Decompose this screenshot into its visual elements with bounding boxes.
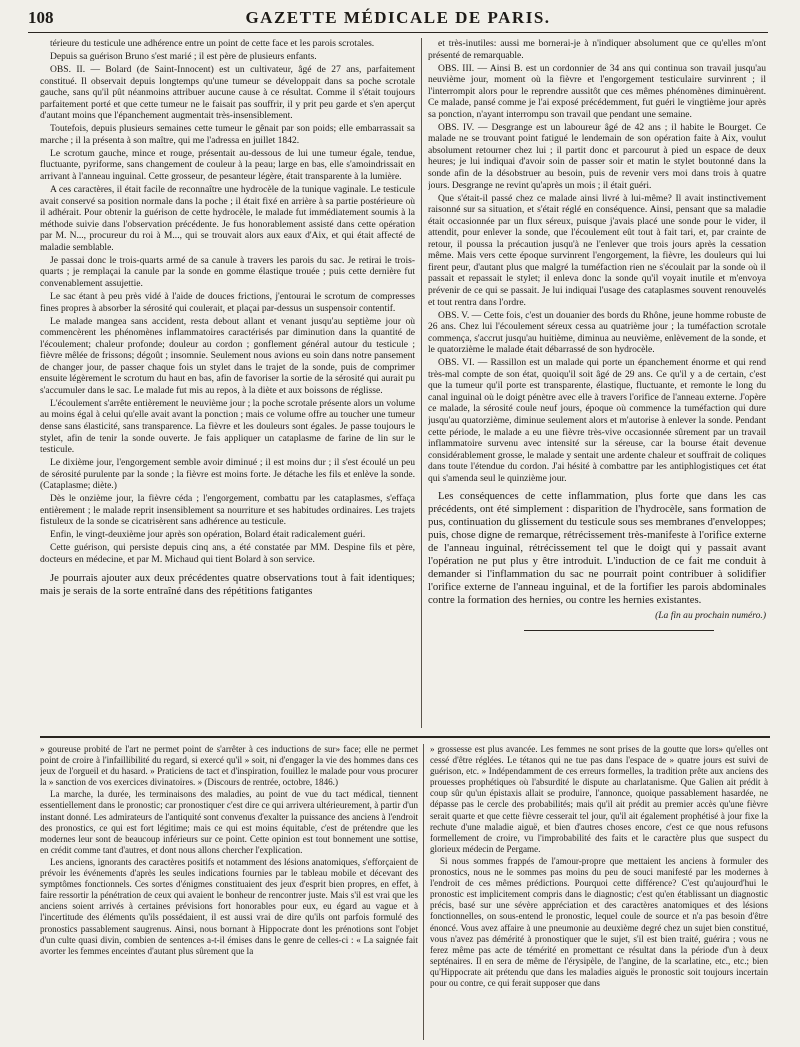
paragraph: Le dixième jour, l'engorgement semble avoir diminué ; il est moins dur ; il s'est écoulé un peu de sérosité purulente par la sonde ; la fièvre est moins forte. Je détache les fils et enlève la sonde. (Cataplasme; diète.): [40, 457, 415, 492]
article-end-rule: [524, 630, 714, 631]
feuilleton-separator: [40, 736, 770, 738]
observation-2: OBS. II. — Bolard (de Saint-Innocent) est un cultivateur, âgé de 27 ans, parfaitement constitué. Il observait depuis longtemps qu'une tumeur se développait dans sa poche scrotale gauche, sans qu'il pût néanmoins attribuer aucune cause à ce résultat. Comme il s'était toujours parfaitement porté et que cette tumeur ne le faisait pas souffrir, il y prit peu garde et s'en aperçut d'autant moins que l'épanchement augmentait très-insensiblement.: [40, 64, 415, 122]
paragraph: Le scrotum gauche, mince et rouge, présentait au-dessous de lui une tumeur égale, tendue, fluctuante, pyriforme, sans changement de couleur à la peau; large en bas, elle s'amoindrissait en arrivant à l'anneau inguinal. Cette grosseur, de pesanteur légère, était transparente à la lumière.: [40, 147, 415, 183]
journal-title: GAZETTE MÉDICALE DE PARIS.: [245, 8, 551, 27]
page-number: 108: [28, 8, 54, 27]
left-column: [40, 38, 415, 728]
paragraph-conclusion: Les conséquences de cette inflammation, plus forte que dans les cas précédents, ont été simplement : disparition de l'hydrocèle, sans formation de pus, continuation du glissement du testicule sous ses membranes d'enveloppes; puis, chose digne de remarque, rétrécissement très-manifeste à l'orifice externe de l'anneau inguinal, rétrécissement tel que le doigt qui y passait avant l'opération ne put plus y être introduit. L'induction de ce fait me conduit à demander si l'inflammation du sac ne pourrait point contribuer à solidifier l'orifice externe de l'anneau inguinal, et de la fortifier les parois abdominales contre la formation des hernies, ou contre les hernies existantes.: [428, 490, 766, 607]
feuilleton-paragraph: » grossesse est plus avancée. Les femmes ne sont prises de la goutte que lors» qu'elles ont cessé d'être réglées. Le tétanos qui ne tue pas dans l'espace de » quatre jours est suivi de guérison, etc. » Indépendamment de ces erreurs formelles, la tradition prête aux anciens des prouesses prophétiques où l'absurdité le dispute au charlatanisme. Que Galien ait prédit à coup sûr qu'un épistaxis allait se produire, l'annonce, quoique passablement hasardée, ne dépasse pas le cercle des probabilités; mais qu'il ait prédit au premier accès qu'une fièvre serait quarte et que cette fièvre cesserait tel jour, qu'il ait également prophétisé à jour fixe la rechute d'une maladie aiguë, et bien d'autres choses encore, c'est ce que nous refusons formellement de croire, vu l'improbabilité des faits et le caractère plus que suspect du glorieux médecin de Pergame.: [430, 744, 768, 854]
paragraph: Enfin, le vingt-deuxième jour après son opération, Bolard était radicalement guéri.: [50, 529, 366, 541]
paragraph: Le malade mangea sans accident, resta debout allant et venant jusqu'au septième jour où commencèrent les phénomènes inflammatoires caractérisés par diminution dans la quantité de l'écoulement; chaleur profonde; douleur au cordon ; gonflement général autour du testicule ; fièvre mêlée de frissons; dégoût ; insomnie. Seulement nous avions eu soin dans notre pansement de changer jour, de passer chaque fois un stylet dans le trajet de la sonde, puis de comprimer ensuite légèrement le scrotum du haut en bas, afin de favoriser la sortie de la sérosité qui aurait pu s'accumuler dans le sac. Le malade fut mis au repos, à la diète et aux boissons de réglisse.: [40, 315, 415, 396]
to-be-continued-note: (La fin au prochain numéro.): [655, 610, 766, 622]
feuilleton-paragraph: Les anciens, ignorants des caractères positifs et notamment des lésions anatomiques, s'efforçaient de prévoir les événements d'après les seules indications fournies par le tableau mobile et décevant des symptômes fonctionnels. Ces sortes d'énigmes constituaient des jeux d'esprit bien propres, en effet, à faire ressortir la pénétration de ceux qui avaient le bonheur de rencontrer juste. Mais s'il est vrai que les anciens soient arrivés à certaines prévisions fort honorables pour eux, eu égard au vague et à l'incertitude des éléments qu'ils possédaient, il est aussi vrai de dire qu'ils ont parfois formulé des pronostics passablement saugrenus. Ainsi, nous bornant à Hippocrate dont les prénotions sont l'objet d'un culte quasi divin, combien de sentences a-t-il émises dans le genre de celles-ci : « La saignée fait avorter les femmes enceintes d'autant plus sûrement que la: [40, 856, 418, 956]
paragraph: Je pourrais ajouter aux deux précédentes quatre observations tout à fait identiques; mais je serais de la sorte entraîné dans des répétitions fatigantes: [40, 571, 415, 597]
paragraph: A ces caractères, il était facile de reconnaître une hydrocèle de la tunique vaginale. Le testicule avait conservé sa position normale dans la poche ; il était fixé en arrière à sa partie postérieure où il adhérait. Pour obtenir la guérison de cette hydrocèle, le malade fut immédiatement soumis à la méthode suivie dans l'observation précédente. Je fus honorablement assisté dans cette opération par M. N..., procureur du roi à M..., qui se trouvait alors aux eaux d'Aix, et qui était affecté de maladie semblable.: [40, 184, 415, 253]
paragraph: Cette guérison, qui persiste depuis cinq ans, a été constatée par MM. Despine fils et père, docteurs en médecine, et par M. Michaud qui tient Bolard à son service.: [40, 542, 415, 566]
paragraph: Le sac étant à peu près vidé à l'aide de douces frictions, j'entourai le scrotum de compresses fines propres à absorber la sérosité qui coulerait, et plaçai par-dessus un suspensoir contentif.: [40, 290, 415, 314]
paragraph: et très-inutiles: aussi me bornerai-je à n'indiquer absolument que ce qu'elles m'ont présenté de remarquable.: [428, 38, 766, 61]
feuilleton-right-column: [430, 744, 768, 1042]
observation-3: OBS. III. — Ainsi B. est un cordonnier de 34 ans qui continua son travail jusqu'au neuvième jour, moment où la fièvre et l'engorgement testiculaire survinrent ; il l'interrompit alors pour le reprendre aussitôt que ces mêmes phénomènes diminuèrent. Ce malade, pansé comme je l'ai exposé précédemment, fut guéri le vingtième jour après sa ponction, n'ayant interrompu son travail que pendant une semaine.: [428, 62, 766, 120]
observation-4: OBS. IV. — Desgrange est un laboureur âgé de 42 ans ; il habite le Bourget. Ce malade ne se trouvant point fatigué le lendemain de son opération faite à Aix, voulut absolument retourner chez lui ; il partit donc et parcourut à pied un espace de deux heures; je lui indiquai d'avoir soin de passer soir et matin le stylet boutonné dans la sonde afin de la désobstruer au besoin, puis de revenir vers moi dans trois à quatre jours. Desgrange ne revint qu'après un mois ; il était guéri.: [428, 121, 766, 191]
observation-5: OBS. V. — Cette fois, c'est un douanier des bords du Rhône, jeune homme robuste de 26 ans. Chez lui l'écoulement séreux cessa au quatrième jour ; la tuméfaction scrotale commença, s'accrut jusqu'au huitième, diminua au neuvième, enlèvement de la sonde, et le quatorzième le malade était débarrassé de son hydrocèle.: [428, 309, 766, 356]
column-divider: [421, 38, 422, 728]
paragraph: térieure du testicule une adhérence entre un point de cette face et les parois scrotales.: [50, 38, 375, 49]
paragraph: Que s'était-il passé chez ce malade ainsi livré à lui-même? Il avait instinctivement raisonné sur sa situation, et s'était réglé en conséquence. Ainsi, pensant que sa maladie était occasionnée par un flux séreux, puisque j'avais placé une sonde pour le vider, il attendit, pour enlever la sonde, que l'écoulement eût tout à fait tari, et, par crainte de retour, il poussa la précaution jusqu'à ne l'enlever que trois jours après la cessation même. Mais vers cette époque survinrent l'engorgement, la fièvre, les douleurs qui lui firent peur, d'autant plus que malgré la tuméfaction rien ne s'écoulait par la sonde où il passait et repassait le stylet; il enleva donc la sonde qu'il voyait inutile et m'envoya prévenir de ce qui se passait. Je lui indiquai l'usage des cataplasmes souvent renouvelés et tout rentra dans l'ordre.: [428, 192, 766, 308]
paragraph: L'écoulement s'arrête entièrement le neuvième jour ; la poche scrotale présente alors un volume au moins égal à celui qu'elle avait avant la ponction ; mais ce volume offre au toucher une tumeur dense sans élasticité, sans transparence. La fièvre et les douleurs sont égales. Je passe toujours le stylet, afin de tenir la sonde ouverte. Je fais appliquer un cataplasme de farine de lin sur le testicule.: [40, 397, 415, 456]
paragraph: Je passai donc le trois-quarts armé de sa canule à travers les parois du sac. Je retirai le trois-quarts ; je remplaçai la canule par la sonde en gomme élastique trouée ; puis cette dernière fut convenablement assujettie.: [40, 254, 415, 289]
observation-6: OBS. VI. — Rassillon est un malade qui porte un épanchement énorme et qui rend très-mal compte de son état, quoiqu'il soit âgé de 29 ans. Ce qu'il y a de certain, c'est que la tumeur qu'il porte est transparente, élastique, fluctuante, et remonte le long du canal inguinal où le doigt pénètre avec elle à travers l'orifice de l'anneau externe. J'opère ce malade, la sérosité coule neuf jours, époque où commence la tuméfaction qui dure jusqu'au quatorzième, diminue seulement alors et m'autorise à enlever la sonde. Pendant cette période, le malade a eu une fièvre très-vive occasionnée sûrement par un travail inflammatoire survenu avec intensité sur la séreuse, car la bourse était devenue considérablement grosse, le malade y sentait une ardente chaleur et souffrait de coliques dans toute l'étendue du cordon. J'ai hésité à combattre par les antiphlogistiques cet état qui s'amenda seul le quinzième jour.: [428, 357, 766, 484]
feuilleton-column-divider: [423, 744, 424, 1040]
paragraph: Depuis sa guérison Bruno s'est marié ; il est père de plusieurs enfants.: [50, 51, 317, 63]
feuilleton-paragraph: » goureuse probité de l'art ne permet point de s'arrêter à ces inductions de sur» face; elle ne permet point de croire à l'infaillibilité du regard, si exercé qu'il » soit, ni d'engager la vie des hommes dans ces jeux de l'orgueil et du hasard. » Praticiens de tact et d'inspiration, fouillez le malade pour vous procurer la » sanction de vos exercices divinatoires. » (Discours de rentrée, octobre, 1846.): [40, 744, 418, 788]
right-column: [428, 38, 766, 728]
page-header: [28, 6, 768, 33]
feuilleton-left-column: [40, 744, 418, 1042]
feuilleton-paragraph: La marche, la durée, les terminaisons des maladies, au point de vue du tact médical, tiennent essentiellement dans le pronostic; car pronostiquer c'est dire ce qui arrivera ultérieurement, à partir d'un instant donné. Les admirateurs de l'antiquité sont convenus d'exalter la puissance des anciens à l'endroit des pronostics, ce qui est fort légitime; mais ce qui est moins équitable, c'est de prétendre que les modernes leur sont de beaucoup inférieurs sur ce point. Cette opinion est tout bonnement une sottise, en crédit comme tant d'autres, et dont nous allons chercher l'explication.: [40, 789, 418, 855]
paragraph: Toutefois, depuis plusieurs semaines cette tumeur le gênait par son poids; elle embarrassait sa marche ; il la présenta à son maître, qui me l'adressa en juillet 1842.: [40, 123, 415, 146]
paragraph: Dès le onzième jour, la fièvre céda ; l'engorgement, combattu par les cataplasmes, s'effaça entièrement ; le malade reprit insensiblement sa nourriture et ses habitudes ordinaires. Les trajets fistuleux de la sonde se cicatrisèrent sans adhérence au testicule.: [40, 493, 415, 528]
feuilleton-paragraph: Si nous sommes frappés de l'amour-propre que mettaient les anciens à formuler des pronostics, nous ne le sommes pas moins du peu de souci manifesté par les modernes à l'endroit de ces mêmes prédictions. Pourquoi cette différence? C'est qu'aujourd'hui le pronostic est implicitement compris dans le diagnostic; c'est qu'en établissant un diagnostic précis, basé sur une sévère appréciation et des caractères anatomiques et des lésions fonctionnelles, on sous-entend le pronostic, lequel coule de source et n'a pas besoin d'être énoncé. Vous avez affaire à une pneumonie au deuxième degré chez un sujet bien constitué, vous n'avez pas démérité à pronostiquer que le sujet, s'il est bien traité, guérira ; vous ne ferez même pas acte de témérité en promettant ce résultat dans la période d'un à deux septénaires. Il en sera de même de l'érysipèle, de l'angine, de la scarlatine, etc., etc.; bien qu'Hippocrate ait prétendu que dans les maladies aiguës le pronostic soit toujours incertain pour ou contre, ce qui ferait supposer que dans: [430, 855, 768, 988]
